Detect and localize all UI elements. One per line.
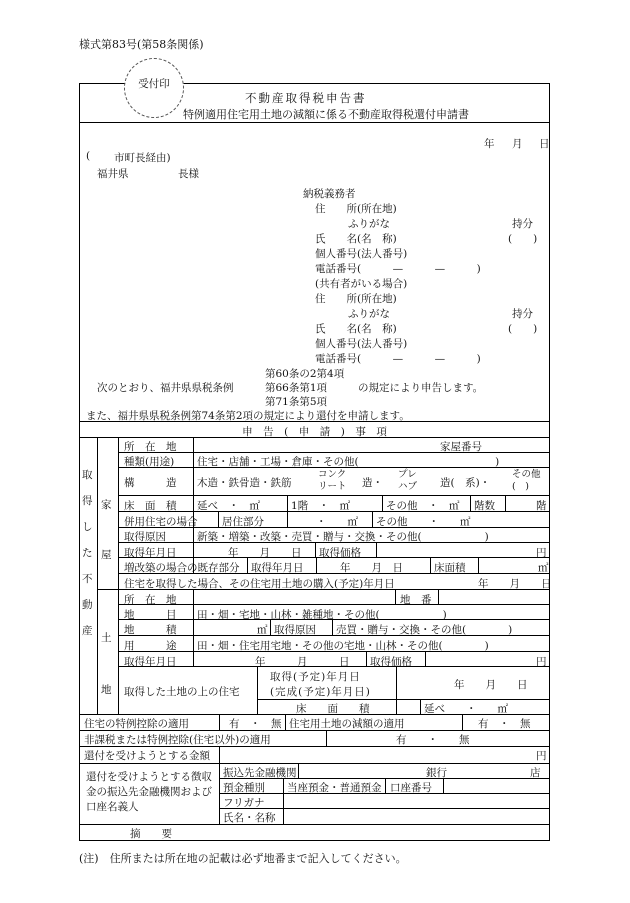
- floor-other[interactable]: その他 ・ ㎡: [386, 500, 460, 512]
- house-price-unit: 円: [536, 547, 547, 559]
- land-acq-date-label: 取得年月日: [124, 656, 177, 668]
- coowner-name[interactable]: 氏 名(名 称): [315, 323, 397, 335]
- floor-total[interactable]: 延べ ・ ㎡: [197, 500, 260, 512]
- coowner-address[interactable]: 住 所(所在地): [315, 293, 397, 305]
- bank-section-label: 還付を受けようとする徴収金の振込先金融機関および口座名義人: [86, 771, 212, 813]
- living-area[interactable]: ・ ㎡: [316, 516, 358, 528]
- coowner-label: (共有者がいる場合): [315, 278, 408, 290]
- branch-suffix: 店: [530, 767, 541, 779]
- addressee-chief: 長様: [178, 168, 199, 180]
- struct-prefab[interactable]: プレ ハブ: [398, 469, 427, 492]
- house-type-options[interactable]: 住宅・店舗・工場・倉庫・その他( ): [197, 456, 500, 468]
- reduction-yes-no[interactable]: 有 ・ 無: [478, 718, 531, 730]
- bank-inst-label: 振込先金融機関: [223, 767, 297, 779]
- struct-zo2: 造( 系)・: [440, 477, 491, 489]
- coowner-share: 持分: [512, 308, 533, 320]
- article-3: 第71条第5項: [265, 396, 328, 408]
- taxpayer-kana: ふりがな: [348, 218, 390, 230]
- land-price-label: 取得価格: [370, 656, 412, 668]
- land-house-floor-label: 床 面 積: [296, 703, 370, 715]
- house-bldg-no[interactable]: 家屋番号: [440, 441, 482, 453]
- land-lot-label: 地 番: [400, 594, 432, 606]
- exempt-yes-no[interactable]: 有 ・ 無: [396, 734, 470, 746]
- special-yes-no[interactable]: 有 ・ 無: [229, 718, 282, 730]
- footnote: (注) 住所または所在地の記載は必ず地番まで記入してください。: [79, 852, 407, 865]
- reno-date-label: 取得年月日: [251, 562, 304, 574]
- floor-1st[interactable]: 1階 ・ ㎡: [291, 500, 351, 512]
- land-area-label: 地 積: [124, 624, 177, 636]
- account-number-label: 口座番号: [390, 782, 432, 794]
- article-1: 第60条の2第4項: [265, 368, 345, 380]
- addressee-pref: 福井県: [97, 168, 129, 180]
- remarks-label: 摘 要: [130, 828, 172, 840]
- reno-area-unit: ㎡: [538, 562, 549, 574]
- form-title: 不動産取得税申告書: [245, 91, 367, 105]
- house-location-label: 所 在 地: [124, 441, 177, 453]
- house-cause-label: 取得原因: [124, 531, 166, 543]
- special-label: 住宅の特例控除の適用: [84, 718, 189, 730]
- deposit-kind-label: 預金種別: [223, 782, 265, 794]
- struct-other[interactable]: その他( ): [512, 469, 541, 492]
- refund-statement: また、福井県県税条例第74条第2項の規定により還付を申請します。: [86, 410, 410, 422]
- land-price-unit: 円: [536, 656, 547, 668]
- land-acq-date[interactable]: 年 月 日: [255, 656, 350, 668]
- land-use-options[interactable]: 田・畑・住宅用宅地・その他の宅地・山林・その他( ): [197, 640, 489, 652]
- reno-area-label: 床面積: [434, 562, 466, 574]
- land-house-floor[interactable]: 延べ ・ ㎡: [424, 703, 508, 715]
- land-use-label: 用 途: [124, 640, 177, 652]
- house-acq-date[interactable]: 年 月 日: [228, 547, 302, 559]
- taxpayer-name[interactable]: 氏 名(名 称): [315, 233, 397, 245]
- land-cat-options[interactable]: 田・畑・宅地・山林・雑種地・その他( ): [197, 609, 447, 621]
- struct-zo: 造・: [362, 477, 383, 489]
- land-cause-label: 取得原因: [274, 624, 316, 636]
- refund-amount-label: 還付を受けようとする金額: [84, 750, 210, 762]
- reno-label: 増改築の場合の既存部分: [124, 562, 240, 574]
- coowner-id[interactable]: 個人番号(法人番号): [315, 338, 408, 350]
- floor-label: 床 面 積: [124, 500, 177, 512]
- reno-date[interactable]: 年 月 日: [340, 562, 403, 574]
- side-acquired: 取得した不動産: [82, 469, 93, 637]
- floors-label: 階数: [474, 500, 495, 512]
- taxpayer-address[interactable]: 住 所(所在地): [315, 203, 397, 215]
- taxpayer-id[interactable]: 個人番号(法人番号): [315, 248, 408, 260]
- taxpayer-phone[interactable]: 電話番号( — — ): [315, 263, 481, 275]
- coowner-kana: ふりがな: [348, 308, 390, 320]
- house-struct-options[interactable]: 木造・鉄骨造・鉄筋: [197, 477, 292, 489]
- land-house-date[interactable]: 年 月 日: [454, 679, 528, 691]
- land-cause-options[interactable]: 売買・贈与・交換・その他( ): [336, 624, 513, 636]
- mixed-other-area[interactable]: その他 ・ ㎡: [376, 516, 471, 528]
- reception-stamp: 受付印: [124, 58, 184, 118]
- taxpayer-header: 納税義務者: [303, 188, 356, 200]
- house-price-label: 取得価格: [319, 547, 361, 559]
- land-buy-label: 住宅を取得した場合、その住宅用土地の購入(予定)年月日: [124, 578, 395, 590]
- side-house: 家屋: [101, 499, 112, 561]
- taxpayer-share: 持分: [512, 218, 533, 230]
- form-subtitle: 特例適用住宅用土地の減額に係る不動産取得税還付申請書: [183, 108, 469, 121]
- house-cause-options[interactable]: 新築・増築・改築・売買・贈与・交換・その他( ): [197, 531, 489, 543]
- coowner-paren: ( ): [508, 323, 538, 335]
- form-number: 様式第83号(第58条関係): [79, 38, 204, 51]
- section-title: 申 告 ( 申 請 ) 事 項: [242, 426, 387, 438]
- mixed-label: 併用住宅の場合: [124, 516, 198, 528]
- house-acq-date-label: 取得年月日: [124, 547, 177, 559]
- holder-label: 氏名・名称: [223, 812, 276, 824]
- via-open: (: [86, 150, 91, 162]
- article-2: 第66条第1項: [265, 382, 328, 394]
- house-struct-label: 構 造: [124, 477, 177, 489]
- land-buy-date[interactable]: 年 月 日: [478, 578, 552, 590]
- struct-concrete[interactable]: コンク リート: [318, 469, 356, 492]
- date-day: 日: [539, 138, 550, 150]
- date-month: 月: [512, 138, 523, 150]
- declaration-tail: の規定により申告します。: [358, 382, 484, 394]
- living-label: 居住部分: [222, 516, 264, 528]
- land-cat-label: 地 目: [124, 609, 177, 621]
- house-type-label: 種類(用途): [124, 456, 175, 468]
- via-mayor: 市町長経由): [114, 152, 171, 164]
- bank-suffix: 銀行: [426, 767, 447, 779]
- land-location-label: 所 在 地: [124, 594, 177, 606]
- floors-unit: 階: [536, 500, 547, 512]
- exempt-label: 非課税または特例控除(住宅以外)の適用: [84, 734, 271, 746]
- land-house-date-label2: (完成(予定)年月日): [270, 686, 371, 698]
- side-land: 土地: [101, 632, 112, 696]
- taxpayer-paren: ( ): [508, 233, 538, 245]
- coowner-phone[interactable]: 電話番号( — — ): [315, 353, 481, 365]
- deposit-kind-options[interactable]: 当座預金・普通預金: [287, 782, 382, 794]
- declaration-line: 次のとおり、福井県県税条例: [97, 382, 234, 394]
- date-year: 年: [484, 138, 495, 150]
- land-house-label: 取得した土地の上の住宅: [124, 686, 240, 698]
- land-area-unit: ㎡: [257, 624, 268, 636]
- furigana-label: フリガナ: [223, 797, 265, 809]
- land-house-date-label: 取得(予定)年月日: [270, 671, 361, 683]
- refund-amount-unit: 円: [536, 750, 547, 762]
- reduction-label: 住宅用土地の減額の適用: [289, 718, 405, 730]
